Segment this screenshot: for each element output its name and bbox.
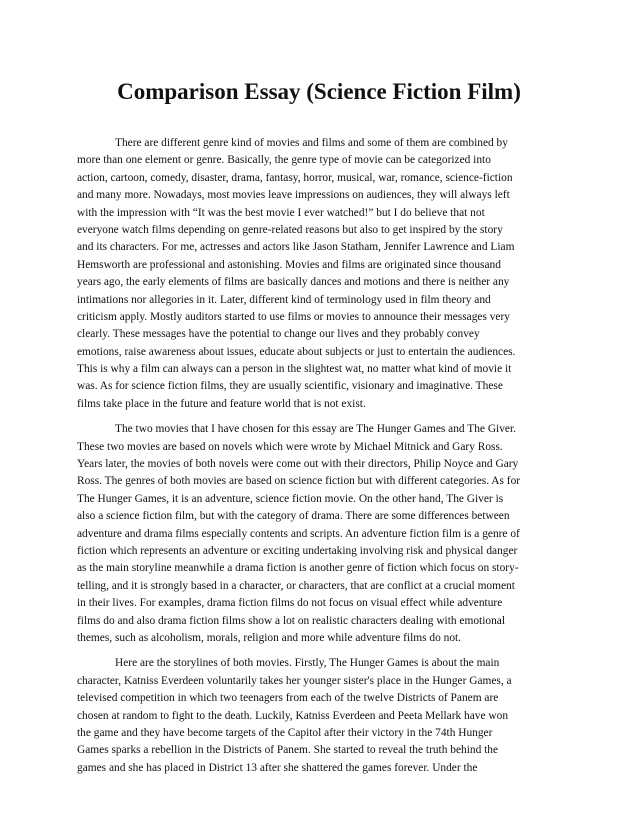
text-line: in their lives. For examples, drama fiction films do not focus on visual effect while adventure — [77, 597, 503, 610]
text-line: televised competition in which two teenagers from each of the twelve Districts of Panem are — [77, 692, 499, 705]
text-line: as the main storyline meanwhile a drama fiction is another genre of fiction which focus on story- — [77, 562, 519, 575]
text-line: and many more. Nowadays, most movies leave impressions on audiences, they will always left — [77, 189, 510, 202]
text-line: films take place in the future and feature world that is not exist. — [77, 397, 366, 410]
text-line: The two movies that I have chosen for this essay are The Hunger Games and The Giver. — [115, 423, 516, 436]
text-line: criticism apply. Mostly auditors started to use films or movies to announce their messages very — [77, 310, 510, 323]
text-line: films do and also drama fiction films show a lot on realistic characters dealing with emotional — [77, 614, 505, 627]
text-line: clearly. These messages have the potential to change our lives and they probably convey — [77, 328, 480, 341]
text-line: the game and they have become targets of the Capitol after their victory in the 74th Hunger — [77, 726, 493, 739]
paragraph-gap — [77, 413, 567, 421]
text-line: Here are the storylines of both movies. Firstly, The Hunger Games is about the main — [115, 657, 500, 670]
text-line: themes, such as alcoholism, morals, religion and more while adventure films do not. — [77, 631, 462, 644]
text-line: games and she has placed in District 13 after she shattered the games forever. Under the — [77, 761, 478, 774]
text-line: everyone watch films depending on genre-related reasons but also to get inspired by the story — [77, 223, 503, 236]
text-line: adventure and drama films especially contents and scripts. An adventure fiction film is a genre of — [77, 527, 520, 540]
essay-title: Comparison Essay (Science Fiction Film) — [117, 79, 521, 104]
text-line: action, cartoon, comedy, disaster, drama, fantasy, horror, musical, war, romance, science-fiction — [77, 171, 513, 184]
text-line: chosen at random to fight to the death. Luckily, Katniss Everdeen and Peeta Mellark have won — [77, 709, 509, 722]
paragraph — [77, 655, 567, 777]
text-line: These two movies are based on novels which were wrote by Michael Mitnick and Gary Ross. — [77, 440, 503, 453]
text-line: and its characters. For me, actresses and actors like Jason Statham, Jennifer Lawrence and Liam — [77, 241, 515, 254]
paragraph-gap — [77, 647, 567, 655]
text-line: telling, and it is strongly based in a character, or characters, that are conflict at a crucial moment — [77, 579, 515, 592]
text-line: emotions, raise awareness about issues, educate about subjects or just to entertain the audiences. — [77, 345, 516, 358]
text-line: Games sparks a rebellion in the Districts of Panem. She started to reveal the truth behind the — [77, 744, 499, 757]
text-line: character, Katniss Everdeen voluntarily takes her younger sister's place in the Hunger Games, a — [77, 674, 512, 687]
text-line: Years later, the movies of both novels were come out with their directors, Philip Noyce and Gary — [77, 458, 519, 471]
text-line: This is why a film can always can a person in the slightest wat, no matter what kind of movie it — [77, 363, 512, 376]
text-line: The Hunger Games, it is an adventure, science fiction movie. On the other hand, The Giver is — [77, 492, 504, 505]
paragraph — [77, 135, 567, 413]
text-line: was. As for science fiction films, they are usually scientific, visionary and imaginative. These — [77, 380, 503, 393]
text-line: more than one element or genre. Basically, the genre type of movie can be categorized into — [77, 154, 491, 167]
text-line: Ross. The genres of both movies are based on science fiction but with different categories. As for — [77, 475, 521, 488]
paragraph — [77, 421, 567, 647]
text-line: fiction which represents an adventure or exciting undertaking involving risk and physical danger — [77, 544, 518, 557]
text-line: Hemsworth are professional and astonishing. Movies and films are originated since thousand — [77, 258, 501, 271]
essay-body — [77, 135, 567, 777]
text-line: also a science fiction film, but with the category of drama. There are some differences between — [77, 510, 510, 523]
text-line: years ago, the early elements of films are basically dances and motions and there is neither any — [77, 276, 510, 289]
text-line: with the impression with “It was the best movie I ever watched!” but I do believe that not — [77, 206, 485, 219]
text-line: There are different genre kind of movies and films and some of them are combined by — [115, 137, 508, 149]
text-line: intimations nor allegories in it. Later, different kind of terminology used in film theory and — [77, 293, 491, 306]
